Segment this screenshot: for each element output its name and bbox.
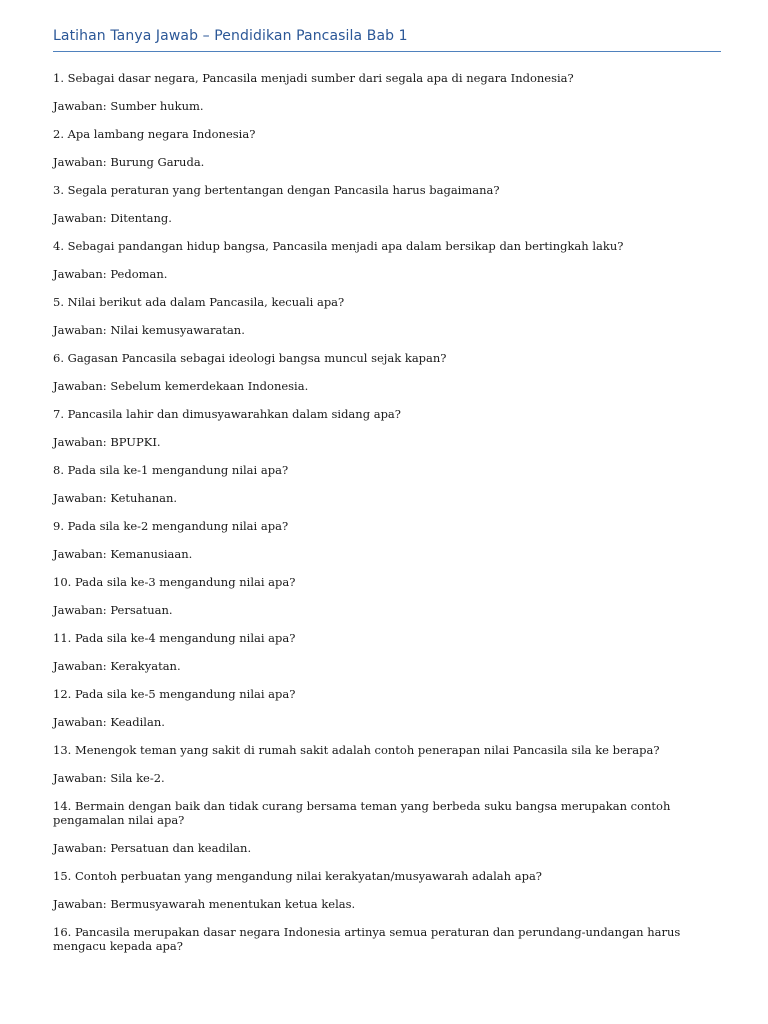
question-4: 4. Sebagai pandangan hidup bangsa, Pancasila menjadi apa dalam bersikap dan bertingkah laku? [53,239,624,253]
question-15: 15. Contoh perbuatan yang mengandung nilai kerakyatan/musyawarah adalah apa? [53,869,542,883]
question-8: 8. Pada sila ke-1 mengandung nilai apa? [53,463,289,477]
qa-list [53,71,723,967]
question-12: 12. Pada sila ke-5 mengandung nilai apa? [53,687,296,701]
answer-10: Jawaban: Persatuan. [53,603,173,617]
answer-5: Jawaban: Nilai kemusyawaratan. [53,323,245,337]
question-7: 7. Pancasila lahir dan dimusyawarahkan dalam sidang apa? [53,407,401,421]
answer-13: Jawaban: Sila ke-2. [53,771,165,785]
document-title: Latihan Tanya Jawab – Pendidikan Pancasila Bab 1 [53,28,408,44]
answer-3: Jawaban: Ditentang. [53,211,172,225]
answer-2: Jawaban: Burung Garuda. [53,155,205,169]
title-divider [53,51,721,52]
question-10: 10. Pada sila ke-3 mengandung nilai apa? [53,575,296,589]
answer-4: Jawaban: Pedoman. [53,267,168,281]
answer-15: Jawaban: Bermusyawarah menentukan ketua kelas. [53,897,356,911]
question-11: 11. Pada sila ke-4 mengandung nilai apa? [53,631,296,645]
question-1: 1. Sebagai dasar negara, Pancasila menjadi sumber dari segala apa di negara Indonesia? [53,71,574,85]
answer-12: Jawaban: Keadilan. [53,715,165,729]
question-2: 2. Apa lambang negara Indonesia? [53,127,256,141]
question-14: 14. Bermain dengan baik dan tidak curang bersama teman yang berbeda suku bangsa merupakan contoh pengamalan nilai apa? [53,799,671,827]
answer-9: Jawaban: Kemanusiaan. [53,547,193,561]
answer-6: Jawaban: Sebelum kemerdekaan Indonesia. [53,379,309,393]
question-6: 6. Gagasan Pancasila sebagai ideologi bangsa muncul sejak kapan? [53,351,447,365]
question-13: 13. Menengok teman yang sakit di rumah sakit adalah contoh penerapan nilai Pancasila sila ke berapa? [53,743,660,757]
answer-8: Jawaban: Ketuhanan. [53,491,178,505]
answer-14: Jawaban: Persatuan dan keadilan. [53,841,252,855]
question-3: 3. Segala peraturan yang bertentangan dengan Pancasila harus bagaimana? [53,183,500,197]
question-9: 9. Pada sila ke-2 mengandung nilai apa? [53,519,289,533]
answer-11: Jawaban: Kerakyatan. [53,659,181,673]
question-16: 16. Pancasila merupakan dasar negara Indonesia artinya semua peraturan dan perundang-undangan harus mengacu kepada apa? [53,925,681,953]
answer-1: Jawaban: Sumber hukum. [53,99,204,113]
question-5: 5. Nilai berikut ada dalam Pancasila, kecuali apa? [53,295,345,309]
answer-7: Jawaban: BPUPKI. [53,435,161,449]
